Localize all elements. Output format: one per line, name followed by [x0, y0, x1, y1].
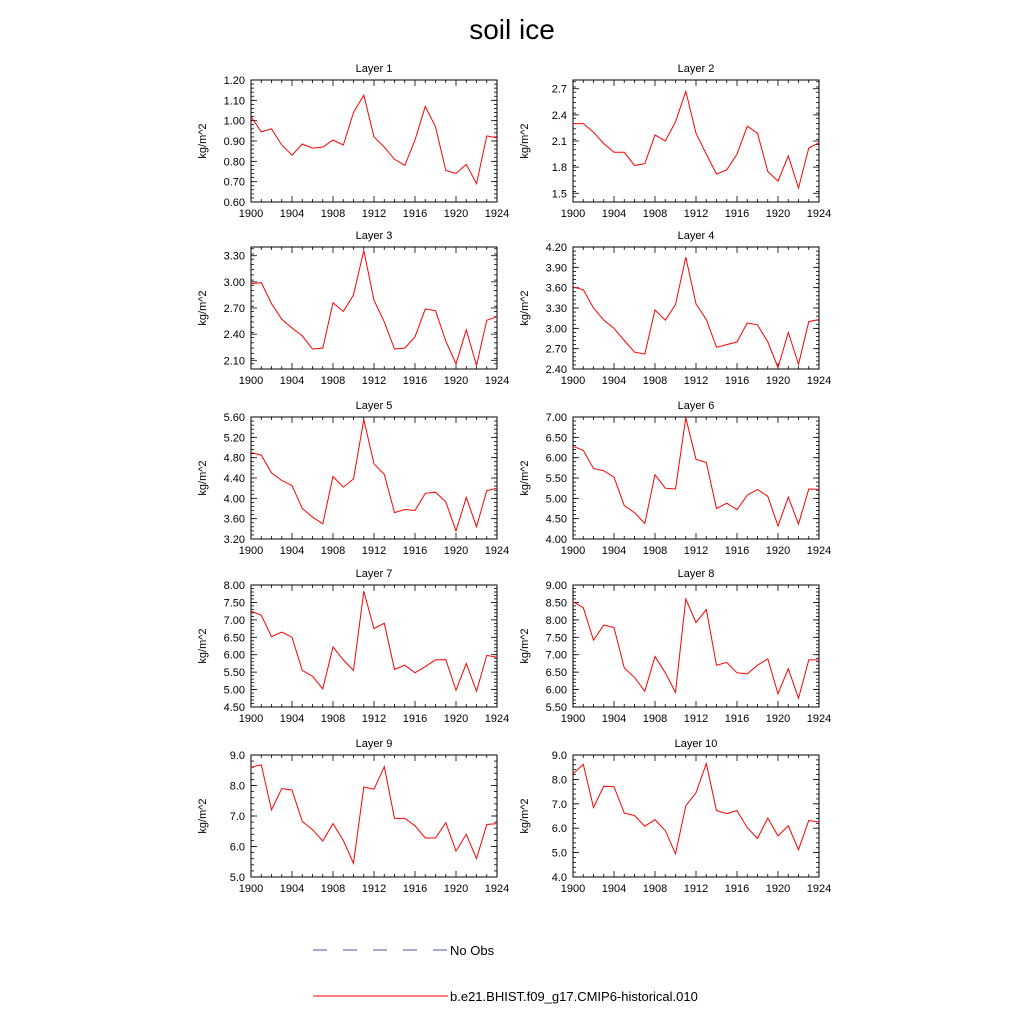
- y-tick-label: 2.4: [551, 109, 567, 122]
- x-tick-label: 1924: [484, 545, 510, 557]
- panel-title: Layer 3: [355, 230, 393, 242]
- y-tick-label: 6.0: [551, 823, 567, 836]
- y-tick-label: 3.20: [223, 534, 245, 546]
- panel-title: Layer 8: [677, 568, 715, 580]
- series-line: [573, 764, 819, 854]
- x-tick-label: 1908: [642, 545, 668, 557]
- y-tick-label: 3.60: [223, 513, 245, 526]
- x-tick-label: 1900: [560, 883, 586, 895]
- y-tick-label: 2.70: [545, 343, 567, 356]
- series-line: [251, 420, 497, 531]
- x-tick-label: 1900: [238, 545, 264, 557]
- y-tick-label: 6.0: [229, 841, 245, 854]
- y-tick-label: 7.00: [545, 412, 567, 424]
- series-line: [251, 251, 497, 366]
- y-tick-label: 4.50: [223, 702, 245, 714]
- x-tick-label: 1920: [443, 713, 469, 725]
- x-tick-label: 1900: [560, 545, 586, 557]
- y-tick-label: 6.00: [223, 649, 245, 662]
- x-tick-label: 1924: [806, 375, 832, 387]
- panels-group: [197, 63, 831, 895]
- x-tick-label: 1904: [601, 545, 627, 557]
- y-axis-label: kg/m^2: [519, 628, 531, 664]
- y-tick-label: 1.10: [223, 95, 245, 108]
- y-tick-label: 0.80: [223, 156, 245, 169]
- panel-layer-5: [197, 400, 509, 557]
- x-tick-label: 1912: [683, 208, 709, 220]
- panel-layer-3: [197, 230, 509, 387]
- x-tick-label: 1920: [765, 375, 791, 387]
- x-tick-label: 1908: [320, 545, 346, 557]
- plot-frame: [251, 755, 497, 877]
- y-tick-label: 4.40: [223, 473, 245, 485]
- panel-layer-9: [197, 738, 509, 895]
- y-axis-label: kg/m^2: [519, 123, 531, 159]
- x-tick-label: 1916: [402, 713, 428, 725]
- series-line: [251, 95, 497, 184]
- x-tick-label: 1924: [484, 883, 510, 895]
- x-tick-label: 1908: [642, 713, 668, 725]
- y-axis-label: kg/m^2: [519, 460, 531, 496]
- y-tick-label: 4.80: [223, 452, 245, 465]
- plot-frame: [251, 585, 497, 707]
- y-tick-label: 9.0: [551, 750, 567, 762]
- plot-frame: [573, 247, 819, 369]
- y-tick-label: 6.00: [545, 684, 567, 697]
- x-tick-label: 1920: [443, 375, 469, 387]
- x-tick-label: 1924: [806, 713, 832, 725]
- y-tick-label: 5.00: [545, 493, 567, 506]
- x-tick-label: 1912: [361, 713, 387, 725]
- x-tick-label: 1920: [765, 883, 791, 895]
- x-tick-label: 1900: [238, 208, 264, 220]
- x-tick-label: 1904: [279, 208, 305, 220]
- y-tick-label: 1.00: [223, 115, 245, 128]
- panel-layer-1: [197, 63, 509, 220]
- x-tick-label: 1924: [484, 208, 510, 220]
- y-tick-label: 7.0: [229, 811, 245, 823]
- panel-title: Layer 2: [677, 63, 715, 75]
- x-tick-label: 1916: [724, 375, 750, 387]
- y-tick-label: 5.60: [223, 412, 245, 424]
- x-tick-label: 1920: [443, 208, 469, 220]
- x-tick-label: 1904: [279, 545, 305, 557]
- y-tick-label: 3.60: [545, 282, 567, 295]
- y-tick-label: 3.30: [223, 250, 245, 263]
- y-tick-label: 9.0: [229, 750, 245, 762]
- panel-layer-7: [197, 568, 509, 725]
- y-tick-label: 4.00: [545, 534, 567, 546]
- x-tick-label: 1916: [724, 713, 750, 725]
- y-tick-label: 7.50: [223, 597, 245, 610]
- y-tick-label: 5.50: [223, 667, 245, 680]
- y-tick-label: 3.90: [545, 262, 567, 275]
- y-tick-label: 8.0: [229, 780, 245, 793]
- x-tick-label: 1916: [724, 545, 750, 557]
- y-tick-label: 8.0: [551, 774, 567, 787]
- x-tick-label: 1904: [601, 713, 627, 725]
- y-tick-label: 5.0: [229, 872, 245, 884]
- panel-title: Layer 6: [677, 400, 715, 412]
- y-tick-label: 4.20: [545, 242, 567, 254]
- x-tick-label: 1900: [560, 375, 586, 387]
- y-tick-label: 3.30: [545, 303, 567, 315]
- x-tick-label: 1900: [238, 883, 264, 895]
- x-tick-label: 1912: [361, 375, 387, 387]
- y-tick-label: 4.50: [545, 513, 567, 526]
- x-tick-label: 1912: [683, 545, 709, 557]
- x-tick-label: 1916: [724, 883, 750, 895]
- y-tick-label: 0.90: [223, 136, 245, 148]
- panel-title: Layer 10: [674, 738, 718, 750]
- y-tick-label: 3.00: [545, 323, 567, 336]
- x-tick-label: 1916: [402, 375, 428, 387]
- y-tick-label: 7.50: [545, 632, 567, 645]
- y-tick-label: 2.70: [223, 303, 245, 315]
- y-tick-label: 5.50: [545, 473, 567, 485]
- y-tick-label: 2.1: [551, 136, 567, 148]
- plot-frame: [573, 755, 819, 877]
- plot-frame: [573, 417, 819, 539]
- y-tick-label: 1.20: [223, 75, 245, 87]
- y-axis-label: kg/m^2: [197, 460, 209, 496]
- x-tick-label: 1912: [683, 713, 709, 725]
- y-axis-label: kg/m^2: [197, 123, 209, 159]
- x-tick-label: 1912: [361, 883, 387, 895]
- y-tick-label: 9.00: [545, 580, 567, 592]
- panel-layer-2: [519, 63, 831, 220]
- y-axis-label: kg/m^2: [519, 798, 531, 834]
- x-tick-label: 1912: [683, 883, 709, 895]
- x-tick-label: 1916: [402, 545, 428, 557]
- legend-obs-label: No Obs: [450, 943, 495, 958]
- panel-title: Layer 7: [355, 568, 393, 580]
- x-tick-label: 1924: [806, 208, 832, 220]
- y-tick-label: 6.50: [223, 632, 245, 645]
- x-tick-label: 1908: [642, 375, 668, 387]
- panel-title: Layer 4: [677, 230, 715, 242]
- x-tick-label: 1912: [361, 545, 387, 557]
- figure-title: soil ice: [469, 14, 555, 45]
- series-line: [251, 765, 497, 864]
- x-tick-label: 1904: [279, 883, 305, 895]
- x-tick-label: 1920: [765, 208, 791, 220]
- x-tick-label: 1900: [238, 713, 264, 725]
- x-tick-label: 1908: [320, 208, 346, 220]
- y-tick-label: 2.40: [545, 364, 567, 376]
- x-tick-label: 1920: [443, 545, 469, 557]
- plot-frame: [251, 417, 497, 539]
- y-tick-label: 8.00: [223, 580, 245, 592]
- x-tick-label: 1912: [683, 375, 709, 387]
- y-tick-label: 5.00: [223, 684, 245, 697]
- y-tick-label: 5.20: [223, 432, 245, 445]
- y-tick-label: 4.00: [223, 493, 245, 506]
- x-tick-label: 1916: [724, 208, 750, 220]
- x-tick-label: 1908: [320, 883, 346, 895]
- y-tick-label: 7.00: [545, 649, 567, 662]
- panel-title: Layer 1: [355, 63, 393, 75]
- y-axis-label: kg/m^2: [519, 290, 531, 326]
- series-line: [573, 599, 819, 698]
- x-tick-label: 1904: [279, 713, 305, 725]
- legend: [313, 943, 698, 1004]
- plot-frame: [573, 80, 819, 202]
- y-tick-label: 2.10: [223, 355, 245, 368]
- plot-frame: [251, 80, 497, 202]
- y-tick-label: 8.50: [545, 597, 567, 610]
- y-tick-label: 1.5: [551, 188, 567, 201]
- y-axis-label: kg/m^2: [197, 628, 209, 664]
- y-tick-label: 0.70: [223, 176, 245, 189]
- x-tick-label: 1904: [601, 883, 627, 895]
- y-tick-label: 6.50: [545, 432, 567, 445]
- series-line: [573, 257, 819, 367]
- x-tick-label: 1924: [484, 713, 510, 725]
- x-tick-label: 1908: [642, 208, 668, 220]
- x-tick-label: 1916: [402, 883, 428, 895]
- x-tick-label: 1904: [279, 375, 305, 387]
- x-tick-label: 1920: [765, 713, 791, 725]
- x-tick-label: 1908: [320, 713, 346, 725]
- y-tick-label: 6.50: [545, 667, 567, 680]
- x-tick-label: 1920: [765, 545, 791, 557]
- series-line: [251, 591, 497, 691]
- y-tick-label: 3.00: [223, 276, 245, 289]
- x-tick-label: 1904: [601, 208, 627, 220]
- series-line: [573, 418, 819, 526]
- x-tick-label: 1908: [320, 375, 346, 387]
- x-tick-label: 1912: [361, 208, 387, 220]
- x-tick-label: 1924: [806, 545, 832, 557]
- x-tick-label: 1916: [402, 208, 428, 220]
- y-tick-label: 6.00: [545, 452, 567, 465]
- y-tick-label: 5.50: [545, 702, 567, 714]
- x-tick-label: 1924: [806, 883, 832, 895]
- x-tick-label: 1900: [238, 375, 264, 387]
- x-tick-label: 1908: [642, 883, 668, 895]
- x-tick-label: 1904: [601, 375, 627, 387]
- y-tick-label: 7.0: [551, 798, 567, 811]
- y-tick-label: 7.00: [223, 614, 245, 627]
- panel-layer-10: [519, 738, 831, 895]
- panel-title: Layer 9: [355, 738, 393, 750]
- y-tick-label: 2.7: [551, 83, 567, 96]
- y-tick-label: 5.0: [551, 847, 567, 860]
- y-tick-label: 8.00: [545, 614, 567, 627]
- series-line: [573, 91, 819, 188]
- y-axis-label: kg/m^2: [197, 798, 209, 834]
- y-tick-label: 1.8: [551, 162, 567, 175]
- plot-frame: [573, 585, 819, 707]
- y-tick-label: 4.0: [551, 872, 567, 884]
- panel-layer-8: [519, 568, 831, 725]
- x-tick-label: 1900: [560, 713, 586, 725]
- x-tick-label: 1924: [484, 375, 510, 387]
- panel-layer-6: [519, 400, 831, 557]
- legend-model-label: b.e21.BHIST.f09_g17.CMIP6-historical.010: [450, 989, 698, 1004]
- panel-layer-4: [519, 230, 831, 387]
- panel-title: Layer 5: [355, 400, 393, 412]
- y-tick-label: 2.40: [223, 329, 245, 342]
- x-tick-label: 1920: [443, 883, 469, 895]
- y-axis-label: kg/m^2: [197, 290, 209, 326]
- y-tick-label: 0.60: [223, 197, 245, 209]
- x-tick-label: 1900: [560, 208, 586, 220]
